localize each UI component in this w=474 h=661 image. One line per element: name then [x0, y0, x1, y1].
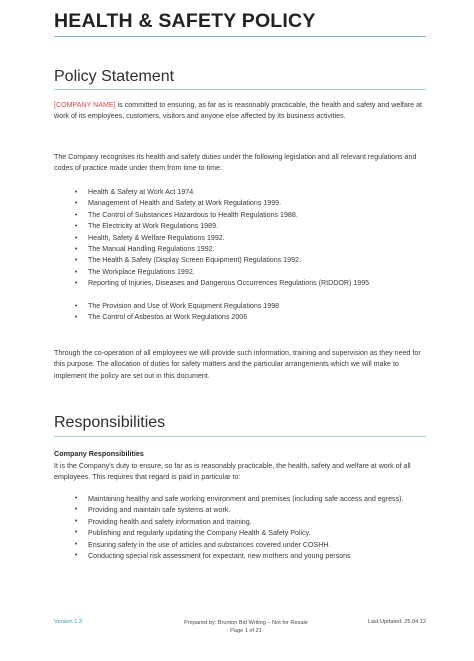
title-divider — [54, 36, 426, 37]
bullet-icon: • — [75, 245, 78, 253]
list-item: • The Electricity at Work Regulations 1989. — [54, 221, 433, 232]
footer-version: Version 1.3 — [54, 619, 82, 625]
list-item: • Conducting special risk assessment for expectant, new mothers and young persons — [75, 551, 351, 560]
bullet-icon: • — [75, 280, 78, 288]
list-item: • Ensuring safety in the use of articles and substances covered under COSHH. — [75, 540, 331, 549]
bullet-icon: • — [75, 234, 78, 242]
cooperation-paragraph: Through the co-operation of all employees we will provide such information, training and supervision as they need for this purpose. The allocation of duties for safety matters and the particular arrangements which we will make to implement the policy are set out in this document. — [54, 349, 421, 380]
bullet-icon: • — [75, 529, 78, 537]
footer-last-updated: Last Updated: 25.04.12 — [367, 619, 426, 625]
bullet-icon: • — [75, 495, 78, 502]
bullet-icon: • — [75, 506, 78, 514]
list-item: • The Workplace Regulations 1992. — [54, 267, 433, 278]
company-responsibilities-heading: Company Responsibilities — [54, 449, 144, 458]
footer-prepared-by — [162, 619, 330, 635]
responsibilities-divider — [54, 436, 426, 437]
policy-statement-divider — [54, 89, 426, 90]
bullet-icon: • — [75, 268, 78, 276]
bullet-icon: • — [75, 223, 78, 231]
list-item: • The Health & Safety (Display Screen Equipment) Regulations 1992. — [54, 255, 433, 266]
footer-page-number: Page 1 of 21 — [230, 628, 262, 634]
list-item: • The Control of Asbestos at Work Regulations 2006 — [54, 312, 433, 323]
bullet-icon: • — [75, 189, 78, 196]
footer-prepared-text: Prepared by: Brunton Bid Writing – Not for Resale — [184, 620, 308, 626]
document-title: HEALTH & SAFETY POLICY — [54, 10, 316, 32]
bullet-icon: • — [75, 540, 78, 548]
company-responsibilities-paragraph: It is the Company's duty to ensure, so far as is reasonably practicable, the health, safety and welfare at work of all employees. This requires that regard is paid in particular to: — [54, 462, 411, 482]
responsibilities-list — [54, 494, 426, 562]
list-item: • The Manual Handling Regulations 1992. — [54, 244, 433, 255]
company-name-placeholder: [COMPANY NAME] — [54, 101, 116, 109]
list-item: • Providing health and safety information and training. — [75, 517, 252, 526]
legislation-list — [54, 187, 433, 323]
list-item: • Providing and maintain safe systems at work. — [75, 506, 231, 515]
list-item: • Management of Health and Safety at Work Regulations 1999. — [54, 198, 433, 209]
list-item: • Health & Safety at Work Act 1974. — [54, 187, 433, 198]
bullet-icon: • — [75, 313, 78, 321]
responsibilities-heading: Responsibilities — [54, 414, 166, 431]
list-item: • Publishing and regularly updating the Company Health & Safety Policy. — [75, 529, 311, 538]
list-item: • Maintaining healthy and safe working environment and premises (including safe access and egress). — [75, 495, 404, 503]
legislation-intro-paragraph: The Company recognises its health and safety duties under the following legislation and all relevant regulations and codes of practice made under them from time to time: — [54, 153, 417, 173]
list-item: • The Control of Substances Hazardous to Health Regulations 1988. — [54, 210, 433, 221]
page-footer — [54, 619, 426, 643]
bullet-icon: • — [75, 257, 78, 265]
bullet-icon: • — [75, 551, 78, 559]
list-item: • The Provision and Use of Work Equipment Regulations 1998 — [54, 301, 433, 312]
policy-intro-paragraph — [54, 100, 432, 123]
bullet-icon: • — [75, 302, 78, 310]
policy-statement-heading: Policy Statement — [54, 68, 175, 85]
bullet-icon: • — [75, 517, 78, 525]
policy-intro-text: is committed to ensuring, as far as is reasonably practicable, the health and safety and welfare at work of its employees, customers, visitors and anyone else affected by its business activities. — [54, 101, 423, 121]
list-item: • Health, Safety & Welfare Regulations 1992. — [54, 233, 433, 244]
bullet-icon: • — [75, 200, 78, 208]
list-item: • Reporting of Injuries, Diseases and Dangerous Occurrences Regulations (RIDDOR) 1995 — [54, 278, 433, 300]
bullet-icon: • — [75, 211, 78, 219]
